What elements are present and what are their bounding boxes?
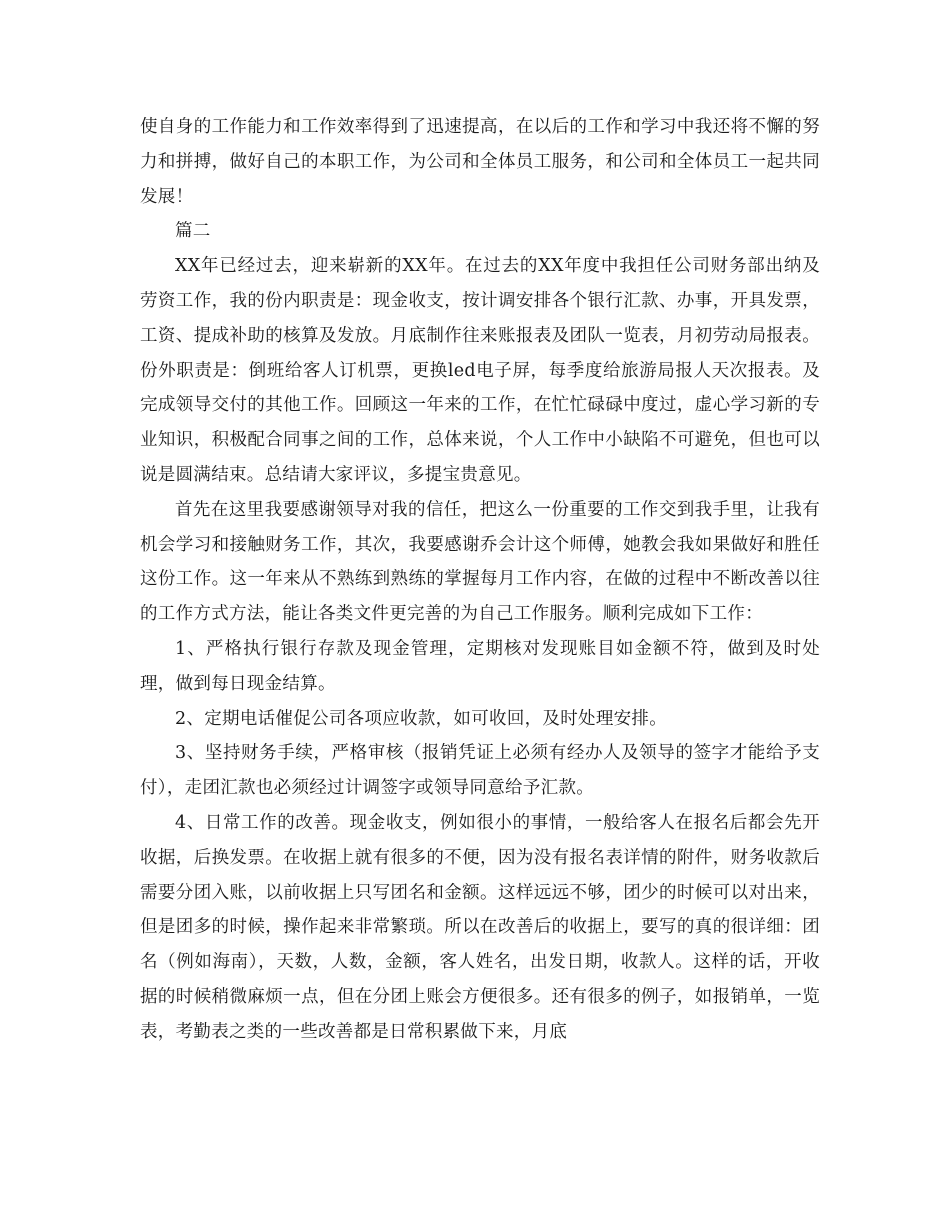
list-item-1: 1、严格执行银行存款及现金管理，定期核对发现账目如金额不符，做到及时处理，做到每日现金结算。: [140, 638, 820, 694]
list-item-3: 3、坚持财务手续，严格审核（报销凭证上必须有经办人及领导的签字才能给予支付），走团汇款也必须经过计调签字或领导同意给予汇款。: [140, 743, 820, 799]
paragraph-continuation: 使自身的工作能力和工作效率得到了迅速提高，在以后的工作和学习中我还将不懈的努力和拼搏，做好自己的本职工作，为公司和全体员工服务，和公司和全体员工一起共同发展！: [140, 117, 820, 207]
section-heading: 篇二: [175, 221, 211, 242]
list-item-2: 2、定期电话催促公司各项应收款，如可收回，及时处理安排。: [175, 708, 668, 729]
paragraph-intro: XX年已经过去，迎来崭新的XX年。在过去的XX年度中我担任公司财务部出纳及劳资工作，我的份内职责是：现金收支，按计调安排各个银行汇款、办事，开具发票，工资、提成补助的核算及发放。月底制作往来账报表及团队一览表，月初劳动局报表。份外职责是：倒班给客人订机票，更换led电子屏，每季度给旅游局报人天次报表。及完成领导交付的其他工作。回顾这一年来的工作，在忙忙碌碌中度过，虚心学习新的专业知识，积极配合同事之间的工作，总体来说，个人工作中小缺陷不可避免，但也可以说是圆满结束。总结请大家评议，多提宝贵意见。: [140, 256, 820, 485]
document-body: [140, 110, 820, 1050]
list-item-4: 4、日常工作的改善。现金收支，例如很小的事情，一般给客人在报名后都会先开收据，后换发票。在收据上就有很多的不便，因为没有报名表详情的附件，财务收款后需要分团入账，以前收据上只写团名和金额。这样远远不够，团少的时候可以对出来，但是团多的时候，操作起来非常繁琐。所以在改善后的收据上，要写的真的很详细：团名（例如海南），天数，人数，金额，客人姓名，出发日期，收款人。这样的话，开收据的时候稍微麻烦一点，但在分团上账会方便很多。还有很多的例子，如报销单，一览表，考勤表之类的一些改善都是日常积累做下来，月底: [140, 812, 820, 1042]
paragraph-thanks: 首先在这里我要感谢领导对我的信任，把这么一份重要的工作交到我手里，让我有机会学习和接触财务工作，其次，我要感谢乔会计这个师傅，她教会我如果做好和胜任这份工作。这一年来从不熟练到熟练的掌握每月工作内容，在做的过程中不断改善以往的工作方式方法，能让各类文件更完善的为自己工作服务。顺利完成如下工作：: [140, 499, 820, 625]
